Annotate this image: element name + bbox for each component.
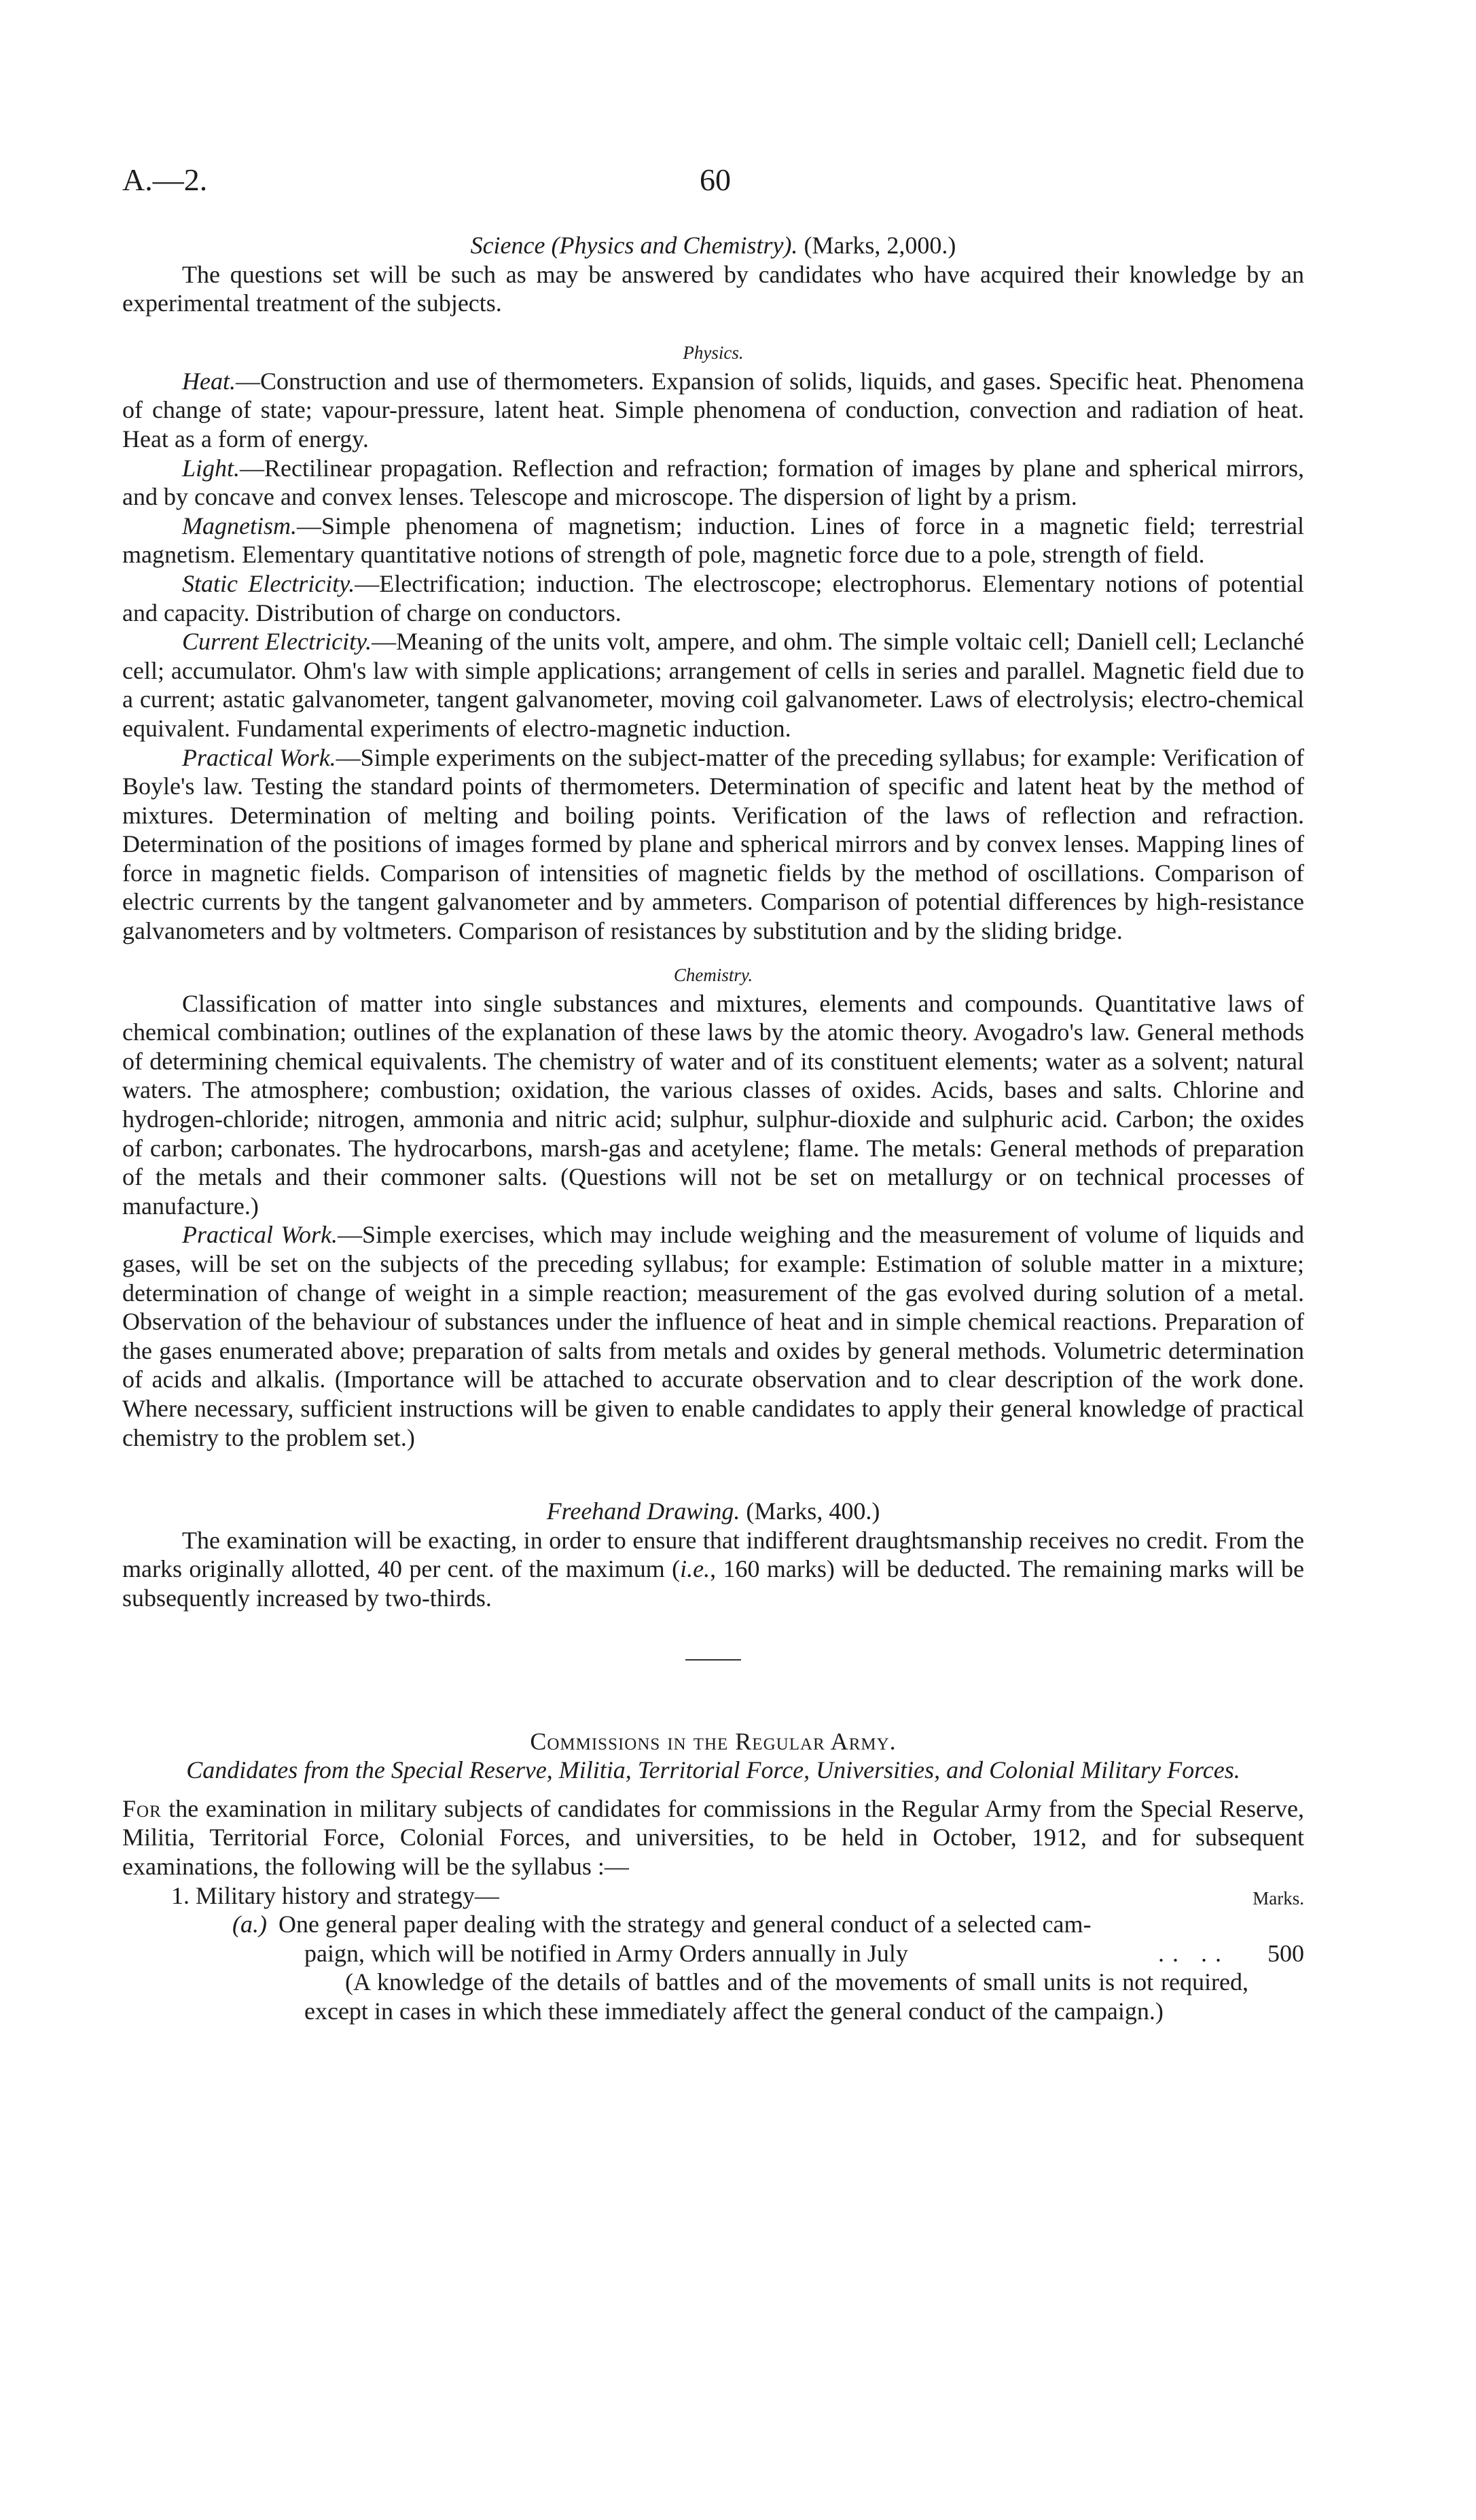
static-electricity-lead: Static Electricity.: [182, 569, 355, 597]
light-text: —Rectilinear propagation. Reflection and refraction; formation of images by plane and spherical mirrors, and by concave and convex lenses. Telescope and microscope. The dispersion of light by a prism.: [122, 454, 1304, 511]
document-reference: A.—2.: [122, 162, 208, 197]
syllabus-item-a-line2: paign, which will be notified in Army Orders annually in July: [304, 1939, 908, 1967]
commissions-intro: [122, 1794, 1304, 1881]
chemistry-heading: Chemistry.: [673, 964, 753, 985]
physics-heat: [122, 367, 1304, 454]
drawing-text-ie: i.e.: [680, 1555, 710, 1583]
commissions-subheading: Candidates from the Special Reserve, Militia, Territorial Force, Universities, and Colonial Military Forces.: [186, 1756, 1240, 1784]
commissions-heading-text: Commissions in the Regular Army.: [530, 1727, 897, 1755]
drawing-text: [122, 1526, 1304, 1613]
science-title-text: Science (Physics and Chemistry).: [470, 232, 798, 259]
syllabus-item-a: [122, 1910, 1304, 1939]
magnetism-text: —Simple phenomena of magnetism; induction. Lines of force in a magnetic field; terrestrial magnetism. Elementary quantitative notions of strength of pole, magnetic force due to a pole, strength of field.: [122, 512, 1304, 569]
magnetism-lead: Magnetism.: [182, 512, 297, 539]
commissions-intro-rest: the examination in military subjects of candidates for commissions in the Regular Army from the Special Reserve, Militia, Territorial Force, Colonial Forces, and universities, to be held in October, 1912, and for subsequent examinations, the following will be the syllabus :—: [122, 1794, 1304, 1880]
drawing-text-b: , 160 marks) will be deducted. The remaining marks will be subsequently increased by two-thirds.: [122, 1555, 1304, 1612]
syllabus-item-1: [122, 1881, 1304, 1911]
science-intro: The questions set will be such as may be answered by candidates who have acquired their knowledge by an experimental treatment of the subjects.: [122, 260, 1304, 317]
commissions-intro-first-word: For: [122, 1794, 162, 1822]
current-electricity-text: —Meaning of the units volt, ampere, and ohm. The simple voltaic cell; Daniell cell; Leclanché cell; accumulator. Ohm's law with simple applications; arrangement of cells in series and parallel. Magnetic field due to a current; astatic galvanometer, tangent galvanometer, moving coil galvanometer. Laws of electrolysis; electro-chemical equivalent. Fundamental experiments of electro-magnetic induction.: [122, 628, 1304, 742]
page-number: 60: [700, 162, 731, 197]
light-lead: Light.: [182, 454, 240, 482]
physics-current-electricity: [122, 627, 1304, 743]
leader-dots: .. ..: [1158, 1939, 1229, 1967]
section-divider: [685, 1659, 741, 1661]
syllabus-item-a-label: (a.): [232, 1911, 267, 1938]
syllabus-item-a-line1: One general paper dealing with the strategy and general conduct of a selected cam-: [278, 1911, 1092, 1938]
syllabus-item-1-text: 1. Military history and strategy—: [171, 1881, 499, 1909]
science-title-marks: (Marks, 2,000.): [804, 232, 956, 259]
physics-practical-lead: Practical Work.: [182, 743, 336, 771]
physics-static-electricity: [122, 569, 1304, 627]
chemistry-practical-lead: Practical Work.: [182, 1221, 338, 1249]
physics-heading: Physics.: [683, 342, 744, 363]
commissions-heading: [122, 1727, 1304, 1756]
heat-lead: Heat.: [182, 367, 236, 395]
heat-text: —Construction and use of thermometers. Expansion of solids, liquids, and gases. Specific heat. Phenomena of change of state; vapour-pressure, latent heat. Simple phenomena of conduction, convection and radiation of heat. Heat as a form of energy.: [122, 367, 1304, 452]
page-body: [122, 231, 1304, 2025]
physics-magnetism: [122, 512, 1304, 569]
syllabus-item-a-second-line: [122, 1939, 1304, 1968]
drawing-title: [122, 1497, 1304, 1526]
physics-practical-text: —Simple experiments on the subject-matter of the preceding syllabus; for example: Verification of Boyle's law. Testing the standard points of thermometers. Determination of specific and latent heat by the method of mixtures. Determination of melting and boiling points. Verification of the laws of reflection and refraction. Determination of the positions of images formed by plane and spherical mirrors and by convex lenses. Mapping lines of force in magnetic fields. Comparison of intensities of magnetic fields by the method of oscillations. Comparison of electric currents by the tangent galvanometer and by ammeters. Comparison of potential differences by high-resistance galvanometers and by voltmeters. Comparison of resistances by substitution and by the sliding bridge.: [122, 743, 1304, 945]
static-electricity-text: —Electrification; induction. The electroscope; electrophorus. Elementary notions of potential and capacity. Distribution of charge on conductors.: [122, 569, 1305, 626]
chemistry-intro: Classification of matter into single substances and mixtures, elements and compounds. Quantitative laws of chemical combination; outlines of the explanation of these laws by the atomic theory. Avogadro's law. General methods of determining chemical equivalents. The chemistry of water and of its constituent elements; water as a solvent; natural waters. The atmosphere; combustion; oxidation, the various classes of oxides. Acids, bases and salts. Chlorine and hydrogen-chloride; nitrogen, ammonia and nitric acid; sulphur, sulphur-dioxide and sulphuric acid. Carbon; the oxides of carbon; carbonates. The hydrocarbons, marsh-gas and acetylene; flame. The metals: General methods of preparation of the metals and their commoner salts. (Questions will not be set on metallurgy or on technical processes of manufacture.): [122, 989, 1304, 1220]
marks-column-header: Marks.: [1253, 1887, 1304, 1909]
drawing-title-marks: (Marks, 400.): [746, 1497, 880, 1525]
syllabus-item-a-note: (A knowledge of the details of battles and of the movements of small units is not required, except in cases in which these immediately affect the general conduct of the campaign.): [304, 1968, 1248, 2025]
current-electricity-lead: Current Electricity.: [182, 628, 372, 656]
science-title: [122, 231, 1304, 260]
physics-light: [122, 454, 1304, 512]
drawing-title-text: Freehand Drawing.: [546, 1497, 740, 1525]
physics-practical-work: [122, 743, 1304, 946]
syllabus-item-a-marks: 500: [1267, 1939, 1304, 1967]
chemistry-practical-text: —Simple exercises, which may include weighing and the measurement of volume of liquids and gases, will be set on the subjects of the preceding syllabus; for example: Estimation of soluble matter in a mixture; determination of change of weight in a simple reaction; measurement of the gas evolved during solution of a metal. Observation of the behaviour of substances under the influence of heat and in simple chemical reactions. Preparation of the gases enumerated above; preparation of salts from metals and oxides by general methods. Volumetric determination of acids and alkalis. (Importance will be attached to accurate observation and to clear description of the work done. Where necessary, sufficient instructions will be given to enable candidates to apply their general knowledge of practical chemistry to the problem set.): [122, 1221, 1304, 1451]
drawing-text-a: The examination will be exacting, in order to ensure that indifferent draughtsmanship receives no credit. From the marks originally allotted, 40 per cent. of the maximum (: [122, 1526, 1304, 1583]
chemistry-practical-work: [122, 1220, 1304, 1452]
